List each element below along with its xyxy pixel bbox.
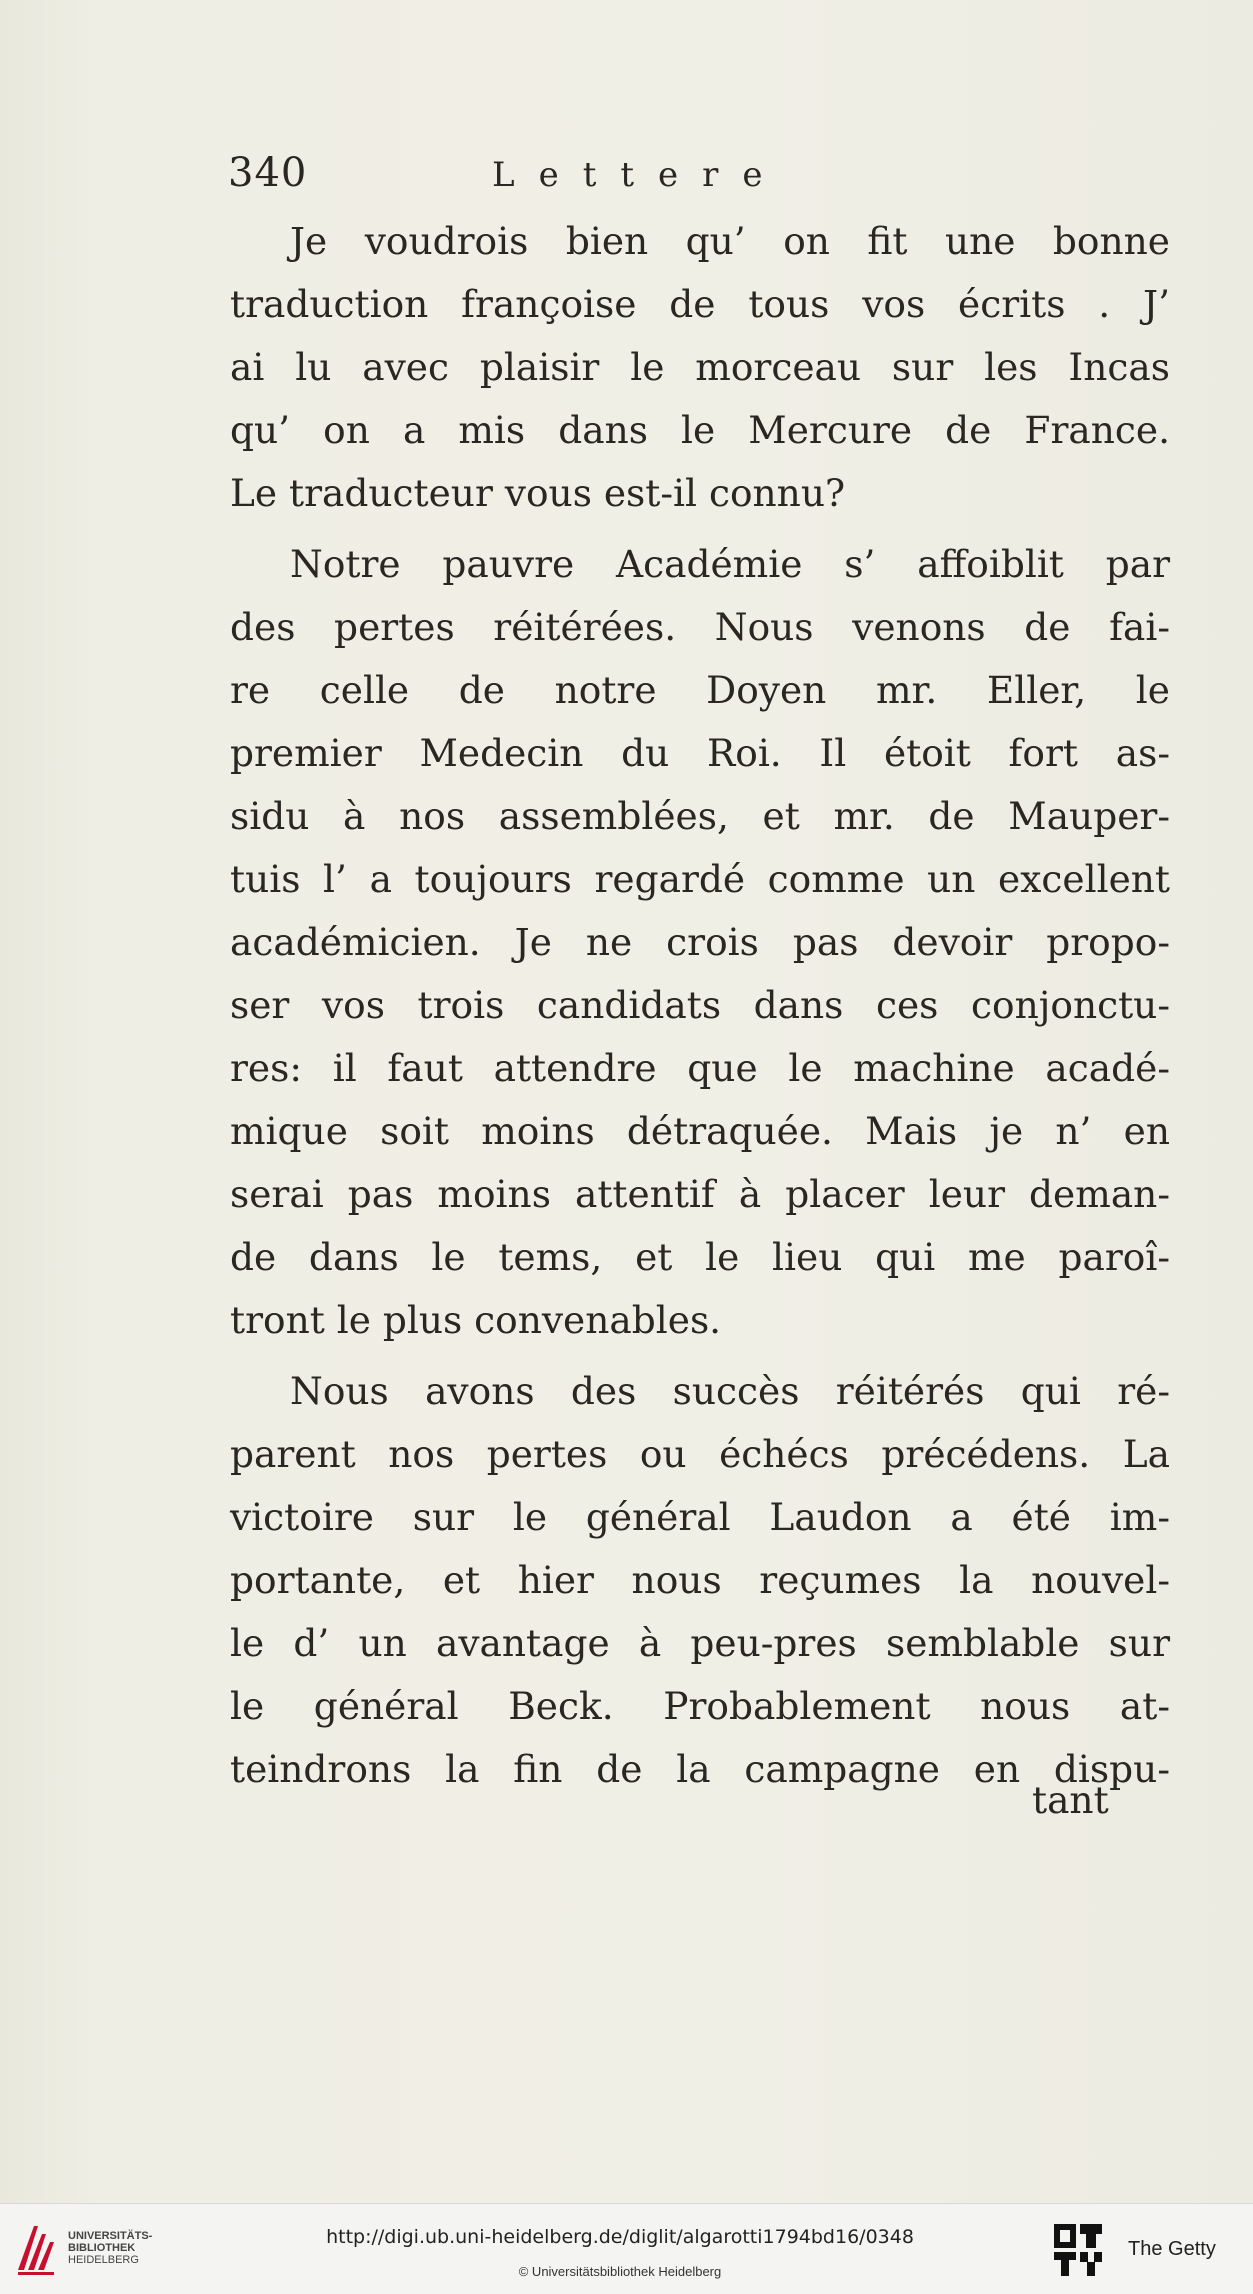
text-line: premier Medecin du Roi. Il étoit fort as- (230, 731, 1170, 775)
permalink-url[interactable]: http://digi.ub.uni-heidelberg.de/diglit/algarotti1794bd16/0348 (326, 2226, 914, 2248)
getty-logo-icon (1052, 2222, 1106, 2278)
text-line: victoire sur le général Laudon a été im- (230, 1495, 1170, 1539)
text-line: ser vos trois candidats dans ces conjonctu- (230, 983, 1170, 1027)
text-line: mique soit moins détraquée. Mais je n’ en (230, 1109, 1170, 1153)
running-title: Lettere (492, 155, 787, 195)
text-line: qu’ on a mis dans le Mercure de France. (230, 408, 1170, 452)
text-line: Je voudrois bien qu’ on fit une bonne (290, 219, 1170, 263)
text-line: res: il faut attendre que le machine acadé- (230, 1046, 1170, 1090)
text-line: ai lu avec plaisir le morceau sur les Incas (230, 345, 1170, 389)
text-line: le général Beck. Probablement nous at- (230, 1684, 1170, 1728)
catchword: tant (1032, 1778, 1109, 1822)
text-line: parent nos pertes ou échécs précédens. La (230, 1432, 1170, 1476)
copyright-notice: © Universitätsbibliothek Heidelberg (518, 2264, 722, 2279)
library-name: UNIVERSITÄTS- BIBLIOTHEK HEIDELBERG (68, 2230, 153, 2266)
text-line: des pertes réitérées. Nous venons de fai- (230, 605, 1170, 649)
text-line: Notre pauvre Académie s’ affoiblit par (290, 542, 1170, 586)
page-number: 340 (228, 150, 308, 196)
getty-name: The Getty (1128, 2238, 1216, 2260)
text-line: académicien. Je ne crois pas devoir propo- (230, 920, 1170, 964)
text-line: portante, et hier nous reçumes la nouvel- (230, 1558, 1170, 1602)
text-line: sidu à nos assemblées, et mr. de Mauper- (230, 794, 1170, 838)
text-line: de dans le tems, et le lieu qui me paroî- (230, 1235, 1170, 1279)
text-line: serai pas moins attentif à placer leur deman- (230, 1172, 1170, 1216)
text-line: re celle de notre Doyen mr. Eller, le (230, 668, 1170, 712)
text-line: Le traducteur vous est-il connu? (230, 471, 846, 515)
university-library-logo-icon (14, 2220, 60, 2280)
text-line: tuis l’ a toujours regardé comme un excellent (230, 857, 1170, 901)
viewer-footer (0, 2203, 1253, 2294)
text-line: traduction françoise de tous vos écrits . J’ (230, 282, 1170, 326)
text-line: le d’ un avantage à peu-pres semblable sur (230, 1621, 1170, 1665)
text-line: Nous avons des succès réitérés qui ré- (290, 1369, 1170, 1413)
text-line: tront le plus convenables. (230, 1298, 722, 1342)
letter-text (230, 210, 1170, 1801)
text-line: teindrons la fin de la campagne en dispu- (230, 1747, 1170, 1791)
